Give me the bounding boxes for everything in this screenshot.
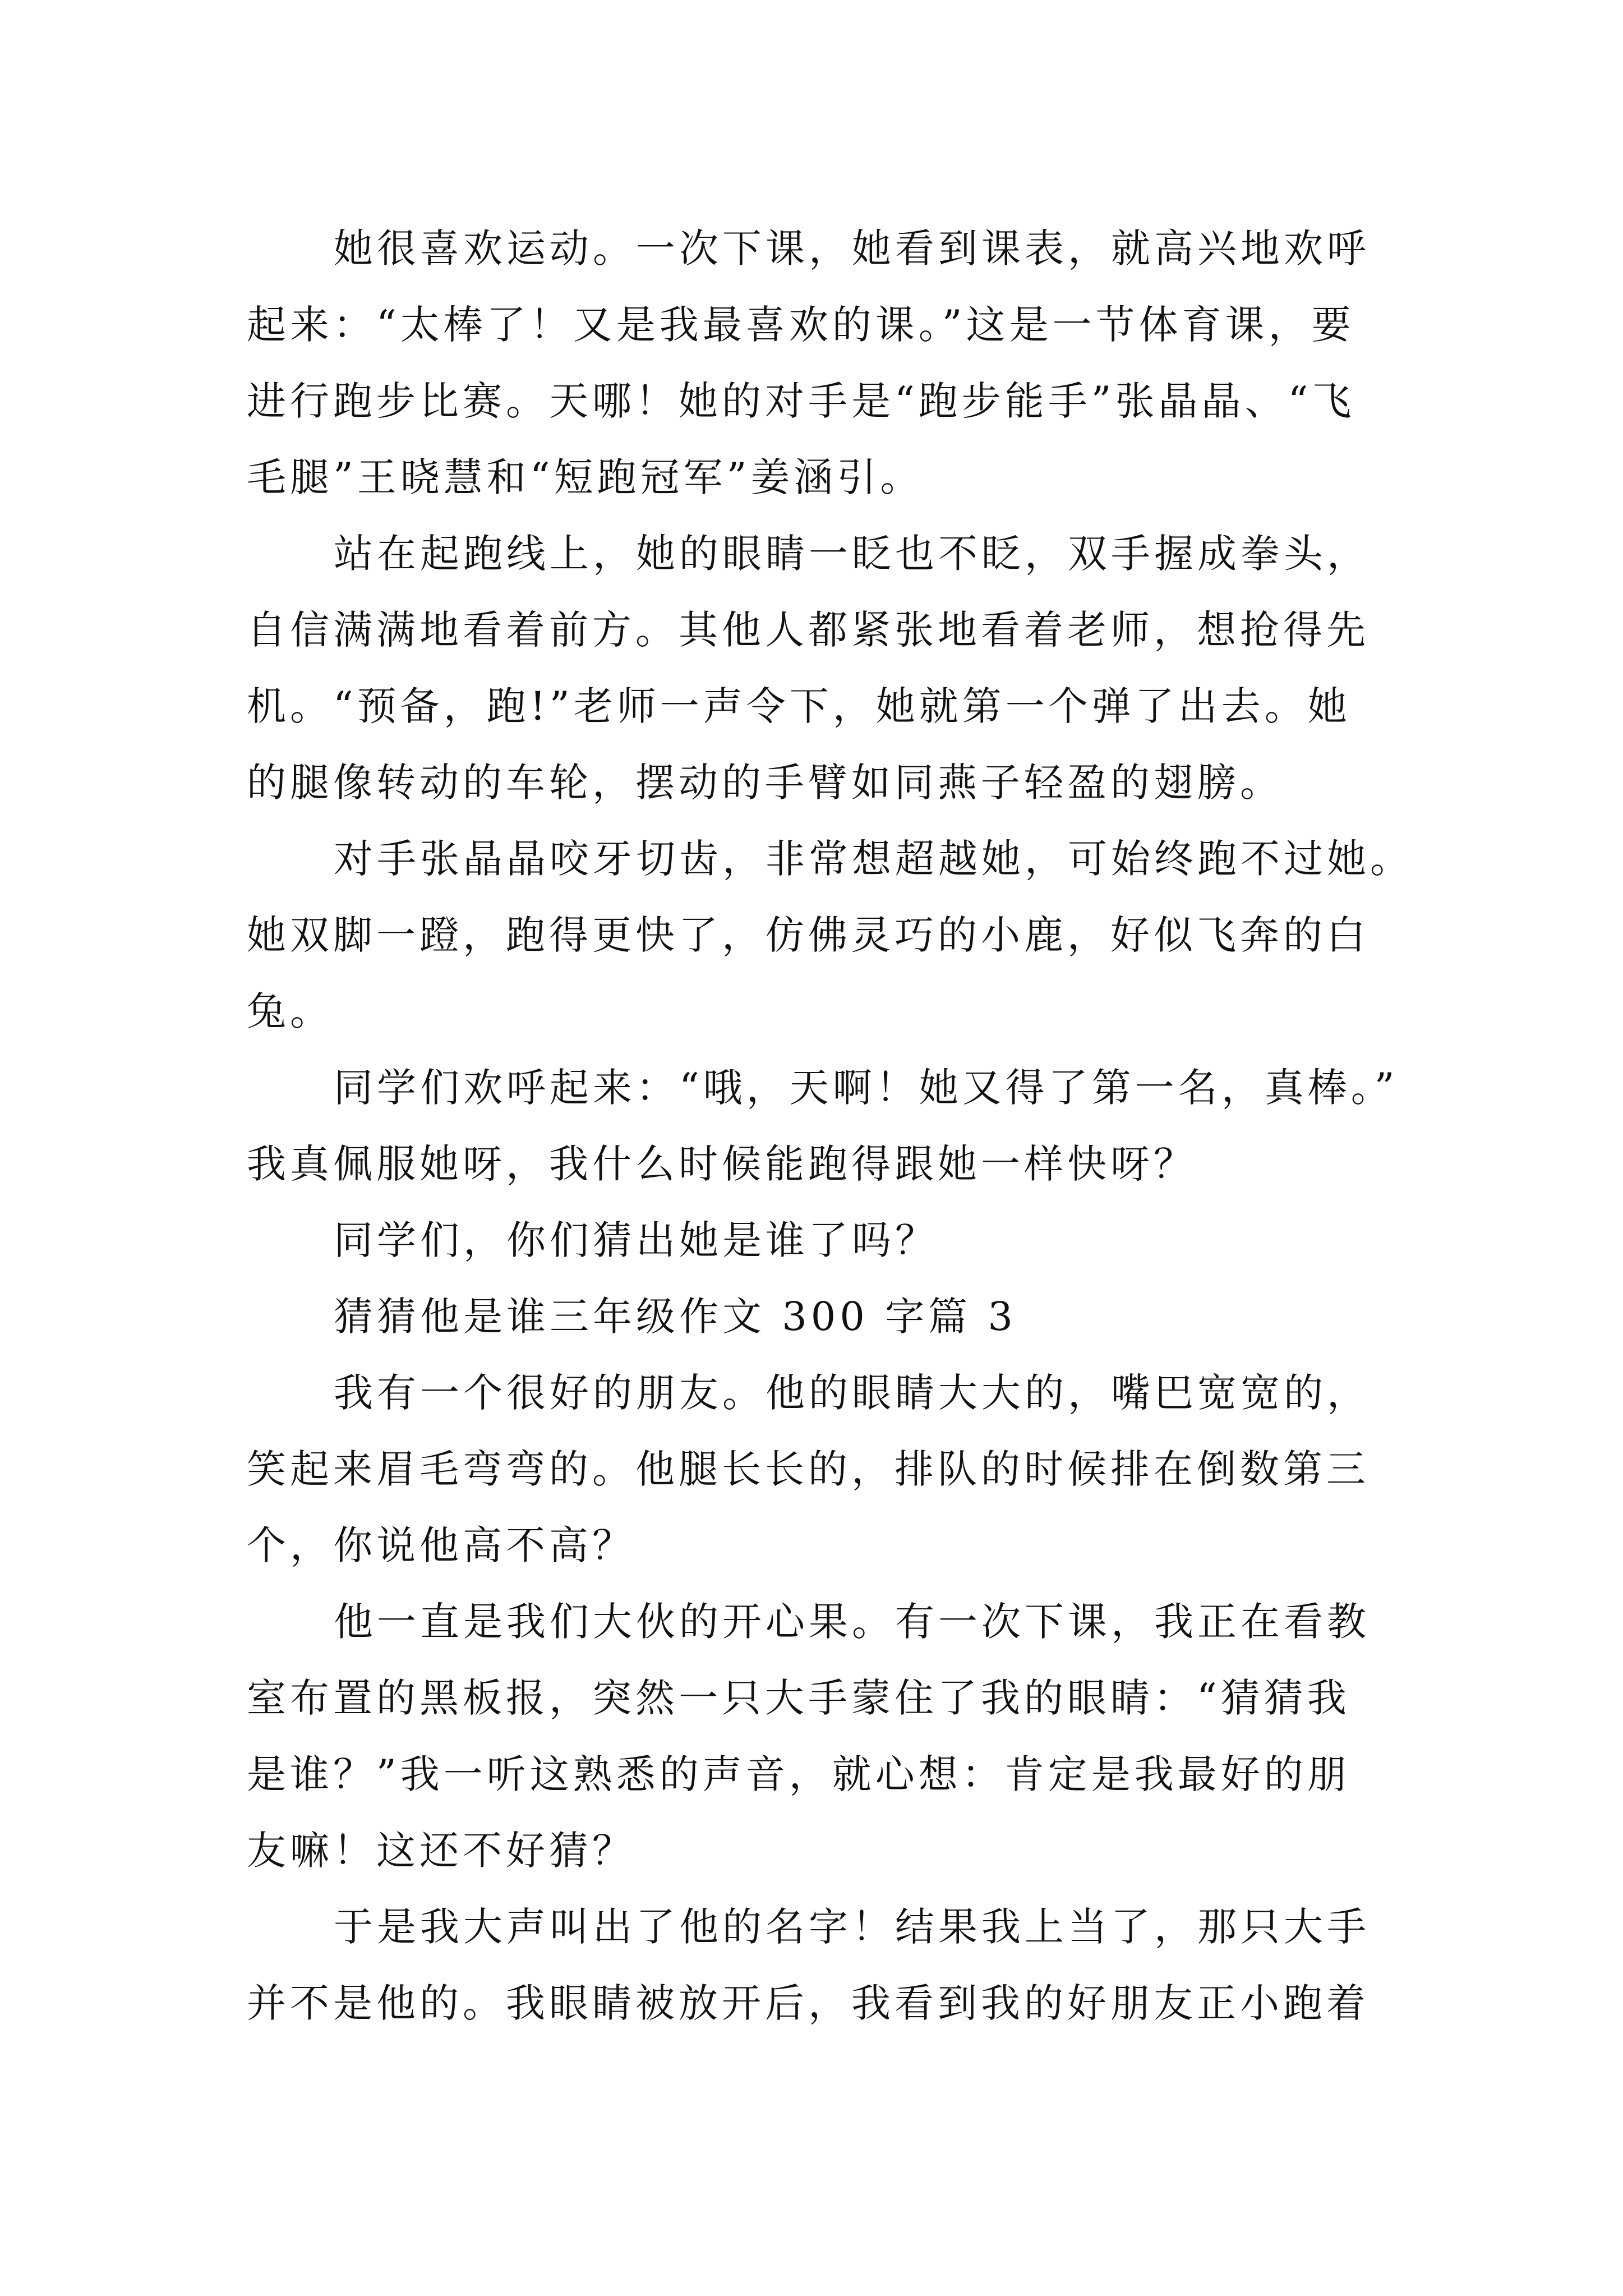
text-line: 毛腿”王晓慧和“短跑冠军”姜涵引。 [247,454,924,500]
text-line: 于是我大声叫出了他的名字！结果我上当了，那只大手 [334,1904,1370,1950]
section-heading: 猜猜他是谁三年级作文 300 字篇 3 [334,1294,1017,1340]
text-line: 室布置的黑板报，突然一只大手蒙住了我的眼睛：“猜猜我 [247,1675,1350,1721]
text-line: 的腿像转动的车轮，摆动的手臂如同燕子轻盈的翅膀。 [247,760,1283,806]
text-line: 同学们，你们猜出她是谁了吗？ [334,1217,938,1263]
text-line: 是谁？”我一听这熟悉的声音，就心想：肯定是我最好的朋 [247,1751,1350,1797]
text-line: 友嘛！这还不好猜？ [247,1828,635,1874]
text-line: 进行跑步比赛。天哪！她的对手是“跑步能手”张晶晶、“飞 [247,378,1355,424]
text-line: 她很喜欢运动。一次下课，她看到课表，就高兴地欢呼 [334,226,1370,272]
text-line: 机。“预备，跑!”老师一声令下，她就第一个弹了出去。她 [247,683,1351,729]
text-line: 站在起跑线上，她的眼睛一眨也不眨，双手握成拳头， [334,531,1370,577]
text-line: 同学们欢呼起来：“哦，天啊！她又得了第一名，真棒。” [334,1065,1399,1111]
text-line: 我真佩服她呀，我什么时候能跑得跟她一样快呀？ [247,1141,1197,1187]
text-line: 个，你说他高不高？ [247,1522,635,1568]
text-line: 他一直是我们大伙的开心果。有一次下课，我正在看教 [334,1599,1370,1645]
text-line: 她双脚一蹬，跑得更快了，仿佛灵巧的小鹿，好似飞奔的白 [247,912,1370,958]
essay-text [247,210,1413,2041]
text-line: 我有一个很好的朋友。他的眼睛大大的，嘴巴宽宽的， [334,1370,1370,1416]
text-line: 兔。 [247,988,333,1034]
text-line: 笑起来眉毛弯弯的。他腿长长的，排队的时候排在倒数第三 [247,1446,1370,1492]
text-line: 自信满满地看着前方。其他人都紧张地看着老师，想抢得先 [247,607,1370,653]
text-line: 对手张晶晶咬牙切齿，非常想超越她，可始终跑不过她。 [334,836,1413,882]
text-line: 起来：“太棒了！又是我最喜欢的课。”这是一节体育课，要 [247,302,1355,348]
text-line: 并不是他的。我眼睛被放开后，我看到我的好朋友正小跑着 [247,1980,1370,2026]
